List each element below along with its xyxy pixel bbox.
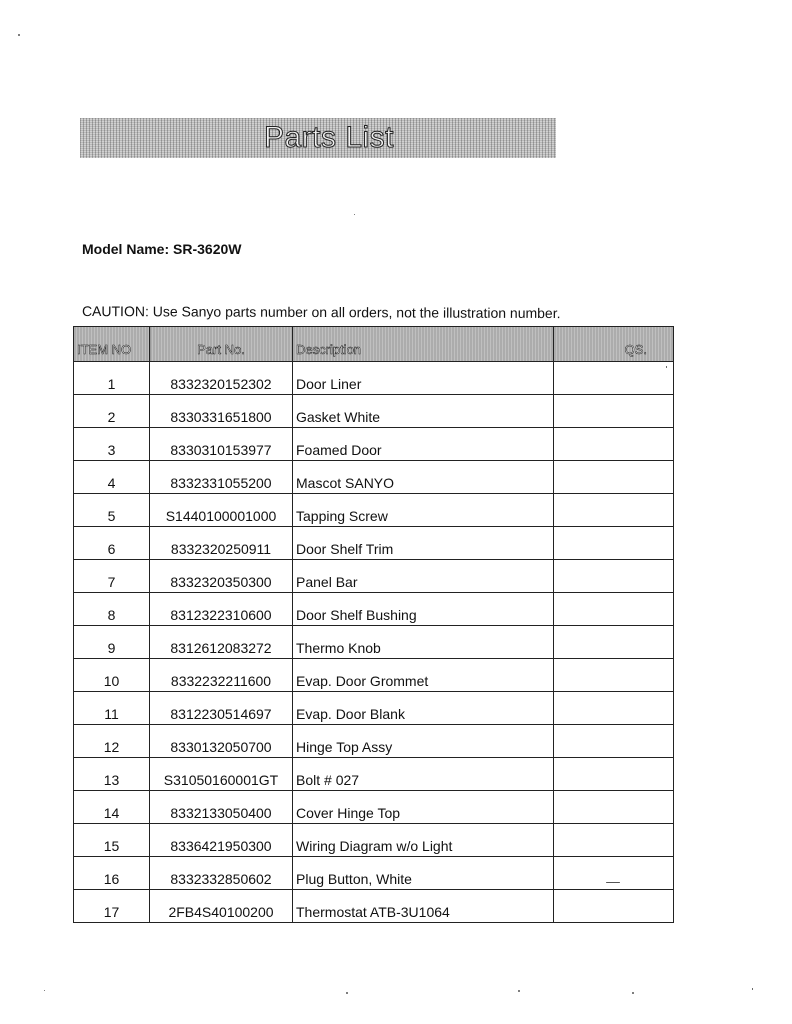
description-cell: Thermostat ATB-3U1064 [293,890,554,923]
qty-cell [554,692,674,725]
description-cell: Plug Button, White [293,857,554,890]
description-cell: Hinge Top Assy [293,725,554,758]
description-cell: Panel Bar [293,560,554,593]
description-cell: Mascot SANYO [293,461,554,494]
item-no-cell: 4 [74,461,150,494]
table-row [74,560,674,593]
scan-speck [44,990,45,991]
table-row [74,791,674,824]
description-cell: Evap. Door Grommet [293,659,554,692]
title-banner [80,118,556,158]
table-row [74,890,674,923]
scan-speck [518,990,520,992]
table-row [74,626,674,659]
table-row [74,725,674,758]
table-header-row [74,327,674,362]
part-no-cell: 8330132050700 [150,725,293,758]
item-no-cell: 15 [74,824,150,857]
model-name-line [82,241,241,257]
part-no-cell: S1440100001000 [150,494,293,527]
qty-cell [554,857,674,890]
item-no-cell: 13 [74,758,150,791]
part-no-cell: 8332133050400 [150,791,293,824]
qty-cell [554,527,674,560]
header-description: Description [293,327,554,362]
table-row [74,362,674,395]
part-no-cell: 8336421950300 [150,824,293,857]
item-no-cell: 6 [74,527,150,560]
scan-speck [666,366,667,368]
description-cell: Wiring Diagram w/o Light [293,824,554,857]
table-row [74,593,674,626]
item-no-cell: 2 [74,395,150,428]
part-no-cell: 2FB4S40100200 [150,890,293,923]
description-cell: Thermo Knob [293,626,554,659]
part-no-cell: 8312322310600 [150,593,293,626]
qty-cell [554,560,674,593]
qty-cell [554,494,674,527]
description-cell: Tapping Screw [293,494,554,527]
header-qty: QS. [554,327,674,362]
header-part-no: Part No. [150,327,293,362]
part-no-cell: 8330310153977 [150,428,293,461]
part-no-cell: 8312230514697 [150,692,293,725]
table-row [74,428,674,461]
caution-note: CAUTION: Use Sanyo parts number on all orders, not the illustration number. [81,303,561,322]
model-name-label: Model Name: [82,241,170,257]
model-name-value: SR-3620W [173,241,242,257]
table-row [74,527,674,560]
part-no-cell: S31050160001GT [150,758,293,791]
page-title: Parts List [263,121,395,154]
item-no-cell: 8 [74,593,150,626]
scan-speck [752,988,753,990]
table-row [74,824,674,857]
item-no-cell: 16 [74,857,150,890]
qty-cell [554,593,674,626]
qty-cell [554,362,674,395]
item-no-cell: 1 [74,362,150,395]
description-cell: Evap. Door Blank [293,692,554,725]
table-row [74,461,674,494]
description-cell: Door Liner [293,362,554,395]
parts-table [73,326,674,923]
qty-cell [554,725,674,758]
description-cell: Foamed Door [293,428,554,461]
part-no-cell: 8332320152302 [150,362,293,395]
qty-cell [554,461,674,494]
qty-cell [554,626,674,659]
item-no-cell: 14 [74,791,150,824]
qty-cell [554,758,674,791]
part-no-cell: 8312612083272 [150,626,293,659]
table-row [74,692,674,725]
part-no-cell: 8332232211600 [150,659,293,692]
part-no-cell: 8332331055200 [150,461,293,494]
table-row [74,857,674,890]
qty-cell [554,791,674,824]
table-row [74,659,674,692]
scan-speck [354,214,355,215]
part-no-cell: 8332320350300 [150,560,293,593]
description-cell: Cover Hinge Top [293,791,554,824]
description-cell: Bolt # 027 [293,758,554,791]
qty-cell [554,659,674,692]
qty-cell [554,395,674,428]
description-cell: Door Shelf Bushing [293,593,554,626]
item-no-cell: 7 [74,560,150,593]
table-body [74,362,674,923]
qty-cell [554,890,674,923]
item-no-cell: 10 [74,659,150,692]
scan-speck [632,992,634,994]
scan-speck [346,992,348,994]
item-no-cell: 9 [74,626,150,659]
item-no-cell: 11 [74,692,150,725]
item-no-cell: 17 [74,890,150,923]
item-no-cell: 3 [74,428,150,461]
scan-speck [606,882,620,883]
scan-speck [18,34,20,36]
item-no-cell: 12 [74,725,150,758]
part-no-cell: 8332320250911 [150,527,293,560]
description-cell: Gasket White [293,395,554,428]
table-row [74,758,674,791]
header-item-no: ITEM NO [74,327,150,362]
item-no-cell: 5 [74,494,150,527]
qty-cell [554,428,674,461]
table-row [74,494,674,527]
description-cell: Door Shelf Trim [293,527,554,560]
qty-cell [554,824,674,857]
table-row [74,395,674,428]
part-no-cell: 8330331651800 [150,395,293,428]
part-no-cell: 8332332850602 [150,857,293,890]
